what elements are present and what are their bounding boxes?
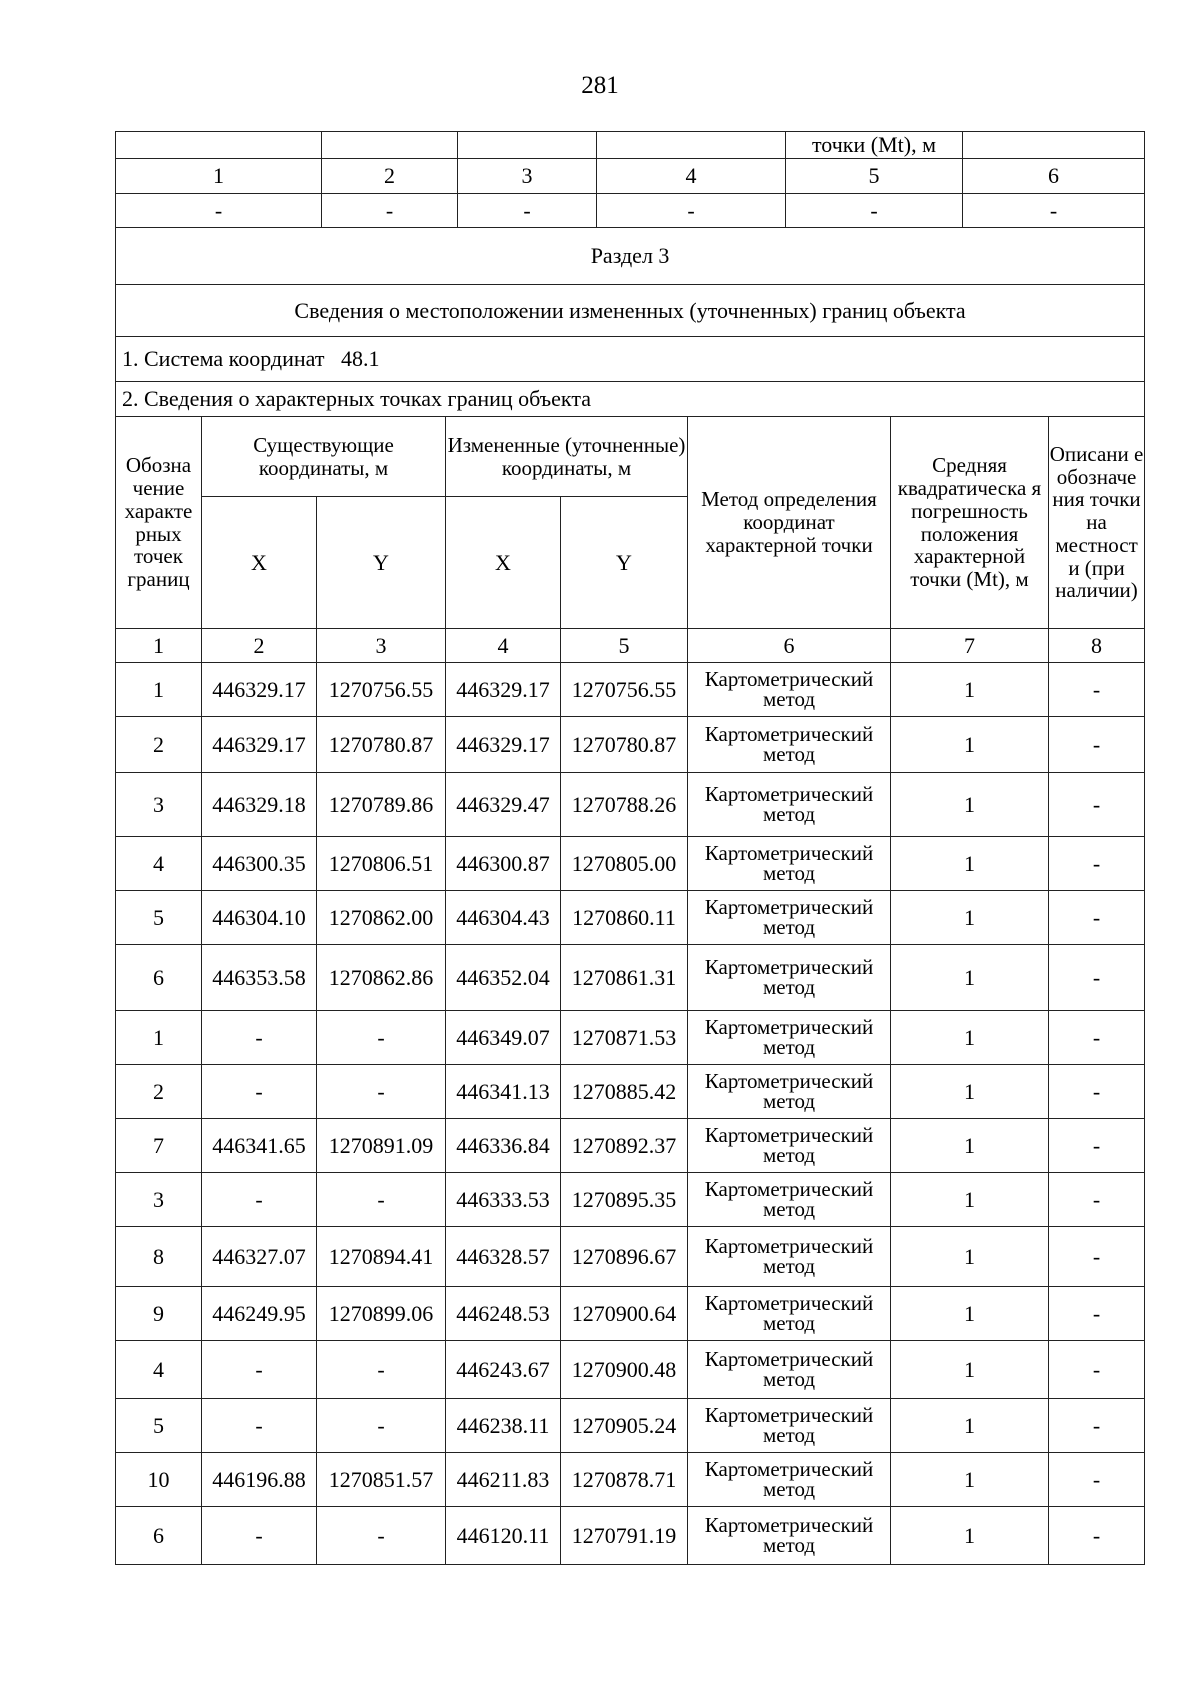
method-cell: Картометрический метод [688, 1287, 891, 1341]
method-cell: Картометрический метод [688, 1399, 891, 1453]
existing-y: 1270899.06 [317, 1287, 446, 1341]
column-number: 4 [597, 159, 786, 194]
header-changed-coordinates: Измененные (уточненные) координаты, м [446, 417, 688, 497]
mean-error: 1 [891, 773, 1049, 837]
column-number: 8 [1049, 629, 1145, 663]
changed-y: 1270905.24 [561, 1399, 688, 1453]
column-number: 3 [458, 159, 597, 194]
existing-x: 446196.88 [202, 1453, 317, 1507]
existing-y: - [317, 1065, 446, 1119]
point-description: - [1049, 1453, 1145, 1507]
header-existing-x: X [202, 497, 317, 629]
point-description: - [1049, 1507, 1145, 1565]
header-method: Метод определения координат характерной точки [688, 417, 891, 629]
point-description: - [1049, 1119, 1145, 1173]
dash-cell: - [322, 194, 458, 228]
existing-y: - [317, 1341, 446, 1399]
existing-y: 1270862.86 [317, 945, 446, 1011]
existing-y: 1270851.57 [317, 1453, 446, 1507]
changed-y: 1270900.48 [561, 1341, 688, 1399]
changed-y: 1270860.11 [561, 891, 688, 945]
changed-x: 446248.53 [446, 1287, 561, 1341]
method-cell: Картометрический метод [688, 1065, 891, 1119]
existing-y: 1270894.41 [317, 1227, 446, 1287]
table-row [116, 945, 1145, 1011]
point-number: 4 [116, 837, 202, 891]
coordinate-system-label: 1. Система координат [122, 346, 325, 372]
changed-x: 446329.47 [446, 773, 561, 837]
table-row [116, 1119, 1145, 1173]
column-number: 6 [963, 159, 1145, 194]
point-number: 1 [116, 1011, 202, 1065]
existing-y: 1270862.00 [317, 891, 446, 945]
dash-cell: - [597, 194, 786, 228]
point-description: - [1049, 891, 1145, 945]
table-row [116, 1453, 1145, 1507]
method-cell: Картометрический метод [688, 1453, 891, 1507]
points-heading: 2. Сведения о характерных точках границ объекта [116, 382, 1145, 417]
existing-x: 446329.18 [202, 773, 317, 837]
mean-error: 1 [891, 1227, 1049, 1287]
method-cell: Картометрический метод [688, 837, 891, 891]
method-cell: Картометрический метод [688, 663, 891, 717]
method-cell: Картометрический метод [688, 891, 891, 945]
changed-y: 1270892.37 [561, 1119, 688, 1173]
changed-x: 446328.57 [446, 1227, 561, 1287]
mean-error: 1 [891, 891, 1049, 945]
changed-x: 446211.83 [446, 1453, 561, 1507]
existing-x: - [202, 1065, 317, 1119]
method-cell: Картометрический метод [688, 945, 891, 1011]
table-row [116, 837, 1145, 891]
section-subtitle: Сведения о местоположении измененных (уточненных) границ объекта [116, 285, 1145, 337]
existing-x: 446304.10 [202, 891, 317, 945]
changed-y: 1270805.00 [561, 837, 688, 891]
mean-error: 1 [891, 1173, 1049, 1227]
continuation-dash-row [116, 194, 1145, 228]
changed-y: 1270895.35 [561, 1173, 688, 1227]
mean-error: 1 [891, 1287, 1049, 1341]
existing-y: 1270780.87 [317, 717, 446, 773]
coordinate-system-value: 48.1 [340, 346, 380, 372]
point-number: 1 [116, 663, 202, 717]
changed-x: 446329.17 [446, 717, 561, 773]
continuation-cell [458, 132, 597, 159]
point-description: - [1049, 717, 1145, 773]
mean-error: 1 [891, 1453, 1049, 1507]
point-number: 2 [116, 717, 202, 773]
point-number: 6 [116, 945, 202, 1011]
continuation-table [115, 131, 1145, 228]
method-cell: Картометрический метод [688, 1507, 891, 1565]
continuation-cell: точки (Mt), м [786, 132, 963, 159]
dash-cell: - [116, 194, 322, 228]
point-description: - [1049, 1341, 1145, 1399]
method-cell: Картометрический метод [688, 1119, 891, 1173]
continuation-numbers-row [116, 159, 1145, 194]
changed-y: 1270900.64 [561, 1287, 688, 1341]
page-number: 281 [581, 72, 619, 99]
changed-x: 446349.07 [446, 1011, 561, 1065]
changed-x: 446341.13 [446, 1065, 561, 1119]
header-changed-y: Y [561, 497, 688, 629]
column-numbers-row [116, 629, 1145, 663]
existing-x: - [202, 1011, 317, 1065]
existing-x: 446329.17 [202, 663, 317, 717]
point-description: - [1049, 1011, 1145, 1065]
changed-y: 1270896.67 [561, 1227, 688, 1287]
method-cell: Картометрический метод [688, 717, 891, 773]
mean-error: 1 [891, 663, 1049, 717]
changed-x: 446329.17 [446, 663, 561, 717]
existing-x: - [202, 1507, 317, 1565]
changed-y: 1270756.55 [561, 663, 688, 717]
table-row [116, 773, 1145, 837]
existing-x: 446249.95 [202, 1287, 317, 1341]
mean-error: 1 [891, 1507, 1049, 1565]
existing-y: 1270789.86 [317, 773, 446, 837]
coordinate-system-row [116, 337, 1145, 382]
point-number: 7 [116, 1119, 202, 1173]
point-number: 9 [116, 1287, 202, 1341]
continuation-cell [963, 132, 1145, 159]
point-number: 3 [116, 773, 202, 837]
table-row [116, 1173, 1145, 1227]
existing-x: 446327.07 [202, 1227, 317, 1287]
existing-y: - [317, 1011, 446, 1065]
point-description: - [1049, 1287, 1145, 1341]
mean-error: 1 [891, 1399, 1049, 1453]
header-existing-y: Y [317, 497, 446, 629]
mean-error: 1 [891, 945, 1049, 1011]
changed-x: 446120.11 [446, 1507, 561, 1565]
existing-x: 446329.17 [202, 717, 317, 773]
point-description: - [1049, 945, 1145, 1011]
data-rows [116, 663, 1145, 1565]
existing-y: - [317, 1399, 446, 1453]
section-title: Раздел 3 [116, 228, 1145, 285]
column-number: 5 [786, 159, 963, 194]
method-cell: Картометрический метод [688, 1341, 891, 1399]
method-cell: Картометрический метод [688, 1227, 891, 1287]
continuation-cell [597, 132, 786, 159]
point-description: - [1049, 1399, 1145, 1453]
changed-y: 1270780.87 [561, 717, 688, 773]
table-row [116, 891, 1145, 945]
existing-x: - [202, 1341, 317, 1399]
changed-x: 446300.87 [446, 837, 561, 891]
continuation-cell [322, 132, 458, 159]
header-mean-error: Средняя квадратическа я погрешность положения характерной точки (Mt), м [891, 417, 1049, 629]
changed-y: 1270861.31 [561, 945, 688, 1011]
point-description: - [1049, 1173, 1145, 1227]
method-cell: Картометрический метод [688, 1011, 891, 1065]
point-number: 5 [116, 891, 202, 945]
point-number: 8 [116, 1227, 202, 1287]
header-existing-coordinates: Существующие координаты, м [202, 417, 446, 497]
dash-cell: - [786, 194, 963, 228]
column-number: 1 [116, 629, 202, 663]
mean-error: 1 [891, 1341, 1049, 1399]
existing-x: 446300.35 [202, 837, 317, 891]
table-row [116, 717, 1145, 773]
changed-y: 1270878.71 [561, 1453, 688, 1507]
point-number: 4 [116, 1341, 202, 1399]
mean-error: 1 [891, 1065, 1049, 1119]
table-row [116, 1341, 1145, 1399]
column-number: 5 [561, 629, 688, 663]
changed-y: 1270871.53 [561, 1011, 688, 1065]
existing-x: - [202, 1399, 317, 1453]
point-description: - [1049, 837, 1145, 891]
point-number: 3 [116, 1173, 202, 1227]
continuation-header-row [116, 132, 1145, 159]
dash-cell: - [458, 194, 597, 228]
changed-y: 1270788.26 [561, 773, 688, 837]
existing-x: 446353.58 [202, 945, 317, 1011]
dash-cell: - [963, 194, 1145, 228]
existing-y: 1270806.51 [317, 837, 446, 891]
column-number: 2 [322, 159, 458, 194]
column-number: 7 [891, 629, 1049, 663]
point-description: - [1049, 1065, 1145, 1119]
column-number: 2 [202, 629, 317, 663]
changed-x: 446352.04 [446, 945, 561, 1011]
changed-y: 1270791.19 [561, 1507, 688, 1565]
continuation-cell [116, 132, 322, 159]
mean-error: 1 [891, 717, 1049, 773]
mean-error: 1 [891, 837, 1049, 891]
header-description: Описани е обозначе ния точки на местност и (при наличии) [1049, 417, 1145, 629]
column-number: 6 [688, 629, 891, 663]
table-row [116, 663, 1145, 717]
changed-x: 446336.84 [446, 1119, 561, 1173]
table-row [116, 1507, 1145, 1565]
table-row [116, 1399, 1145, 1453]
header-changed-x: X [446, 497, 561, 629]
mean-error: 1 [891, 1011, 1049, 1065]
changed-x: 446243.67 [446, 1341, 561, 1399]
changed-x: 446238.11 [446, 1399, 561, 1453]
method-cell: Картометрический метод [688, 1173, 891, 1227]
existing-y: - [317, 1173, 446, 1227]
column-number: 4 [446, 629, 561, 663]
changed-y: 1270885.42 [561, 1065, 688, 1119]
table-row [116, 1287, 1145, 1341]
point-description: - [1049, 1227, 1145, 1287]
point-description: - [1049, 663, 1145, 717]
table-row [116, 1065, 1145, 1119]
point-number: 5 [116, 1399, 202, 1453]
boundary-points-table [115, 227, 1145, 1565]
table-row [116, 1227, 1145, 1287]
column-number: 3 [317, 629, 446, 663]
point-number: 10 [116, 1453, 202, 1507]
table-row [116, 1011, 1145, 1065]
header-designation: Обозна чение характе рных точек границ [116, 417, 202, 629]
method-cell: Картометрический метод [688, 773, 891, 837]
existing-x: - [202, 1173, 317, 1227]
point-number: 2 [116, 1065, 202, 1119]
existing-y: - [317, 1507, 446, 1565]
mean-error: 1 [891, 1119, 1049, 1173]
existing-y: 1270891.09 [317, 1119, 446, 1173]
changed-x: 446333.53 [446, 1173, 561, 1227]
column-number: 1 [116, 159, 322, 194]
existing-y: 1270756.55 [317, 663, 446, 717]
existing-x: 446341.65 [202, 1119, 317, 1173]
point-description: - [1049, 773, 1145, 837]
point-number: 6 [116, 1507, 202, 1565]
changed-x: 446304.43 [446, 891, 561, 945]
